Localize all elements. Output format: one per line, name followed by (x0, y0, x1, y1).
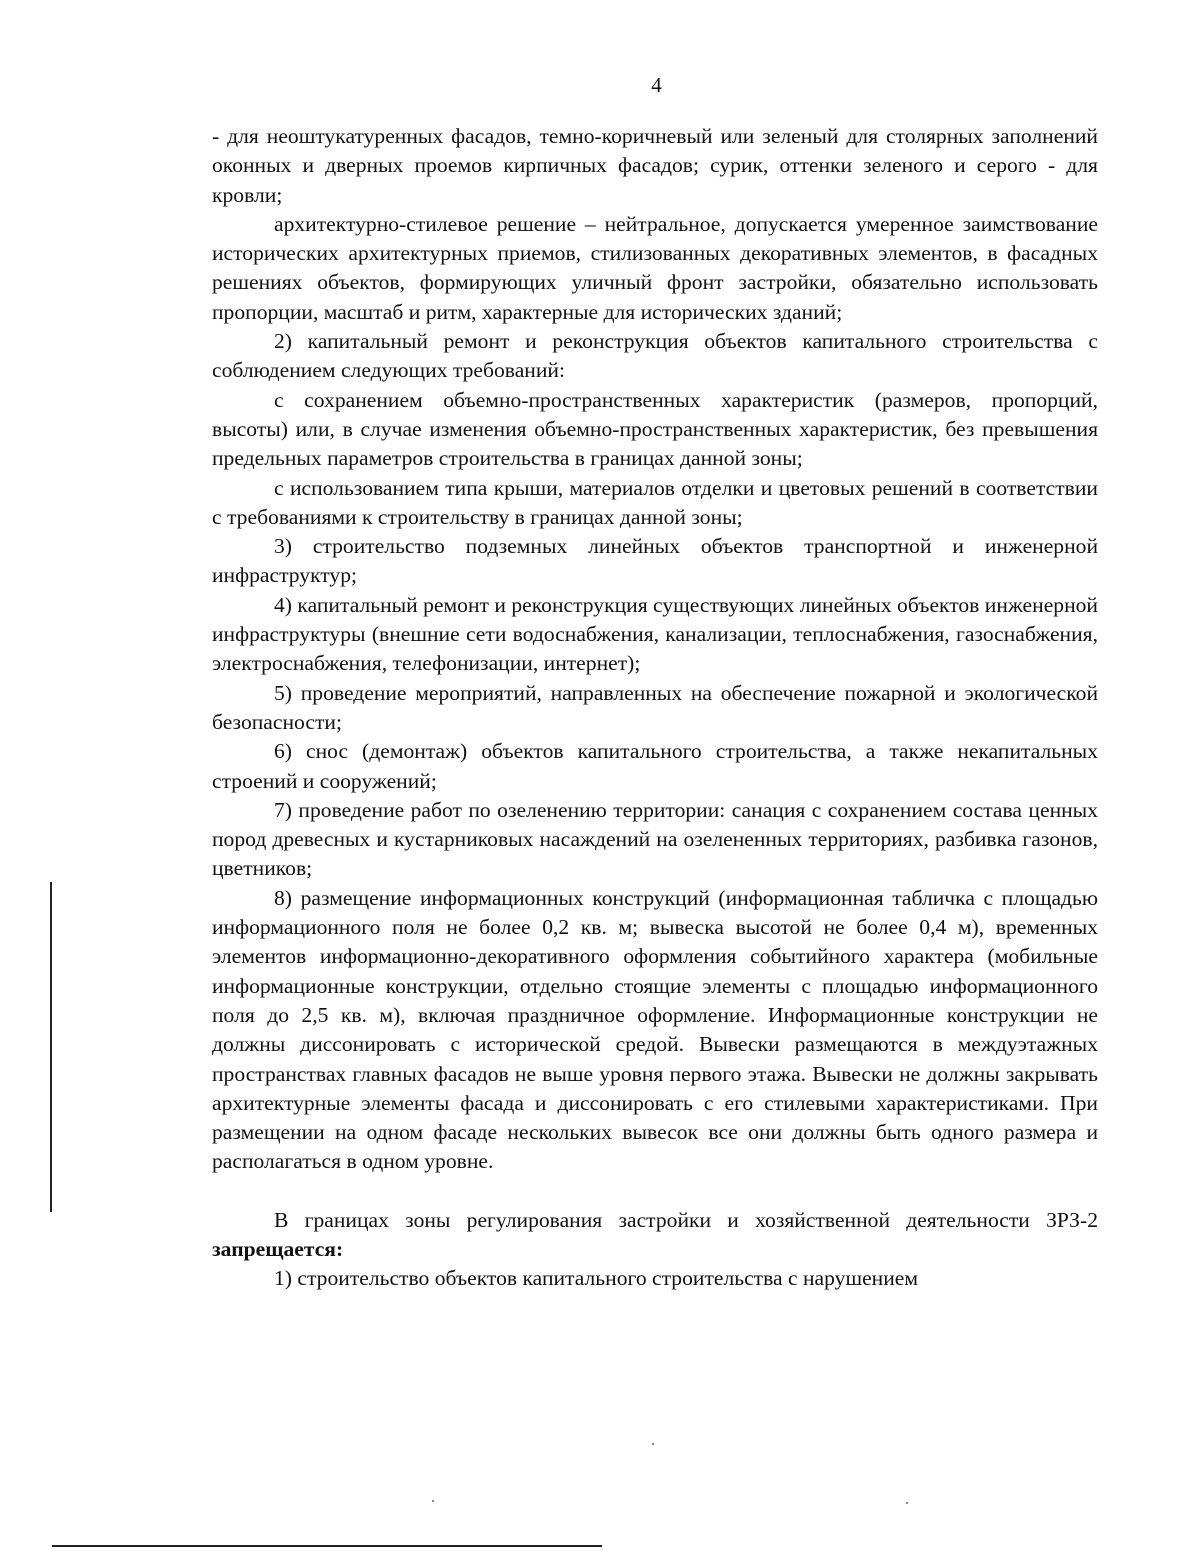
document-body (212, 122, 1098, 1294)
list-item: 4) капитальный ремонт и реконструкция существующих линейных объектов инженерной инфраструктуры (внешние сети водоснабжения, канализации, теплоснабжения, газоснабжения, электроснабжения, телефонизации, интернет); (212, 592, 1098, 676)
section-heading-bold: запрещается: (212, 1236, 344, 1261)
paragraph: архитектурно-стилевое решение – нейтральное, допускается умеренное заимствование исторических архитектурных приемов, стилизованных декоративных элементов, в фасадных решениях объектов, формирующих уличный фронт застройки, обязательно использовать пропорции, масштаб и ритм, характерные для исторических зданий; (212, 211, 1098, 324)
list-item: 7) проведение работ по озеленению территории: санация с сохранением состава ценных пород древесных и кустарниковых насаждений на озелененных территориях, разбивка газонов, цветников; (212, 797, 1098, 881)
footer-line (52, 1545, 602, 1547)
paragraph: с сохранением объемно-пространственных характеристик (размеров, пропорций, высоты) или, в случае изменения объемно-пространственных характеристик, без превышения предельных параметров строительства в границах данной зоны; (212, 387, 1098, 471)
list-item: 5) проведение мероприятий, направленных на обеспечение пожарной и экологической безопасности; (212, 680, 1098, 734)
scan-speck (906, 1502, 908, 1504)
page-number: 4 (651, 73, 662, 97)
list-item: 8) размещение информационных конструкций (информационная табличка с площадью информационного поля не более 0,2 кв. м; вывеска высотой не более 0,4 м), временных элементов информационно-декоративного оформления событийного характера (мобильные информационные конструкции, отдельно стоящие элементы с площадью информационного поля до 2,5 кв. м), включая праздничное оформление. Информационные конструкции не должны диссонировать с исторической средой. Вывески размещаются в междуэтажных пространствах главных фасадов не выше уровня первого этажа. Вывески не должны закрывать архитектурные элементы фасада и диссонировать с его стилевыми характеристиками. При размещении на одном фасаде нескольких вывесок все они должны быть одного размера и располагаться в одном уровне. (212, 885, 1098, 1174)
margin-line (50, 882, 52, 1212)
list-item: 6) снос (демонтаж) объектов капитального строительства, а также некапитальных строений и сооружений; (212, 739, 1098, 793)
paragraph: с использованием типа крыши, материалов отделки и цветовых решений в соответствии с требованиями к строительству в границах данной зоны; (212, 475, 1098, 529)
section-heading (212, 1206, 1098, 1265)
list-item: 3) строительство подземных линейных объектов транспортной и инженерной инфраструктур; (212, 534, 1098, 588)
list-item: 2) капитальный ремонт и реконструкция объектов капитального строительства с соблюдением следующих требований: (212, 329, 1098, 383)
list-item: 1) строительство объектов капитального строительства с нарушением (274, 1266, 919, 1291)
scan-speck (432, 1500, 434, 1502)
scan-speck (652, 1443, 654, 1445)
paragraph: - для неоштукатуренных фасадов, темно-коричневый или зеленый для столярных заполнений оконных и дверных проемов кирпичных фасадов; сурик, оттенки зеленого и серого - для кровли; (212, 124, 1098, 207)
section-heading-text: В границах зоны регулирования застройки и хозяйственной деятельности ЗРЗ-2 (274, 1207, 1098, 1232)
